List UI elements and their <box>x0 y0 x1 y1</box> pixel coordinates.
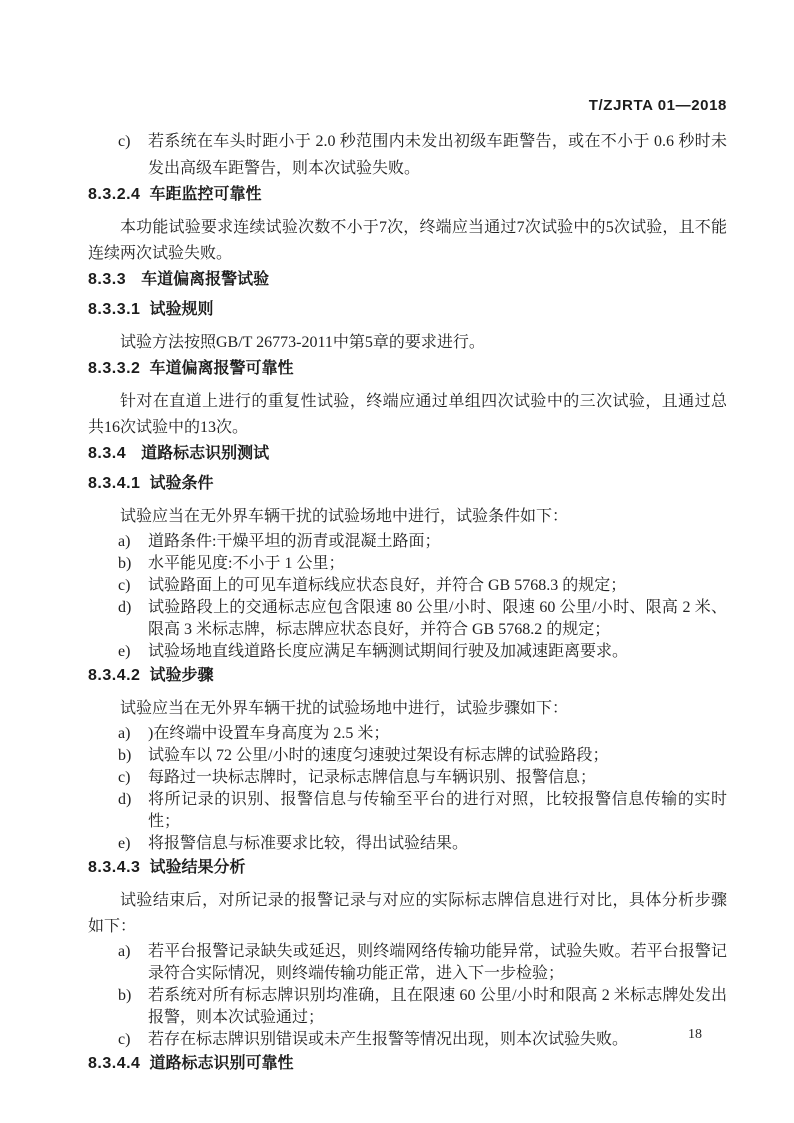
section-heading <box>88 444 727 464</box>
list-item <box>88 1029 727 1051</box>
list-item <box>88 789 727 833</box>
section-number: 8.3.4.1 <box>88 475 141 492</box>
list-item <box>88 767 727 789</box>
list-item-marker: c) <box>118 133 131 150</box>
lettered-list <box>88 723 727 855</box>
list-item-text: 试验路面上的可见车道标线应状态良好，并符合 GB 5768.3 的规定； <box>148 577 627 594</box>
list-item-marker: a) <box>118 943 131 960</box>
section-number: 8.3.4.4 <box>88 1055 141 1072</box>
list-item-marker: c) <box>118 577 131 594</box>
doc-code: T/ZJRTA 01—2018 <box>588 97 727 114</box>
section-heading <box>88 359 727 379</box>
list-item <box>88 641 727 663</box>
list-item-marker: b) <box>118 555 132 572</box>
section-heading <box>88 666 727 686</box>
list-item-marker: c) <box>118 1031 131 1048</box>
list-item-text: 若存在标志牌识别错误或未产生报警等情况出现，则本次试验失败。 <box>148 1031 629 1048</box>
list-item-marker: a) <box>118 725 131 742</box>
section-heading <box>88 185 727 205</box>
section-title: 试验规则 <box>149 301 214 318</box>
list-item <box>88 723 727 745</box>
list-item-marker: b) <box>118 987 132 1004</box>
document-body <box>88 128 727 1074</box>
section-title: 车道偏离报警可靠性 <box>149 360 294 377</box>
paragraph: 本功能试验要求连续试验次数不小于7次，终端应当通过7次试验中的5次试验，且不能连续两次试验失败。 <box>88 219 727 262</box>
section-heading <box>88 858 727 878</box>
list-item-text: 若平台报警记录缺失或延迟，则终端网络传输功能异常，试验失败。若平台报警记录符合实际情况，则终端传输功能正常，进入下一步检验； <box>148 943 727 982</box>
list-item-text: 试验车以 72 公里/小时的速度匀速驶过架设有标志牌的试验路段； <box>148 747 609 764</box>
list-item-text: 若系统对所有标志牌识别均准确，且在限速 60 公里/小时和限高 2 米标志牌处发出报警，则本次试验通过； <box>148 987 727 1026</box>
paragraph: 针对在直道上进行的重复性试验，终端应通过单组四次试验中的三次试验，且通过总共16次试验中的13次。 <box>88 393 727 436</box>
list-item <box>88 128 727 182</box>
list-item-text: 试验路段上的交通标志应包含限速 80 公里/小时、限速 60 公里/小时、限高 2 米、限高 3 米标志牌，标志牌应状态良好，并符合 GB 5768.2 的规定； <box>148 599 727 638</box>
list-item-text: 道路条件:干燥平坦的沥青或混凝土路面； <box>148 533 441 550</box>
list-item-marker: c) <box>118 769 131 786</box>
section-heading <box>88 300 727 320</box>
section-number: 8.3.4.2 <box>88 667 141 684</box>
paragraph: 试验应当在无外界车辆干扰的试验场地中进行，试验步骤如下： <box>120 700 569 717</box>
list-item-marker: e) <box>118 835 131 852</box>
paragraph: 试验方法按照GB/T 26773-2011中第5章的要求进行。 <box>120 334 485 351</box>
section-title: 道路标志识别可靠性 <box>149 1055 294 1072</box>
paragraph: 试验应当在无外界车辆干扰的试验场地中进行，试验条件如下： <box>120 508 569 525</box>
list-item-text: )在终端中设置车身高度为 2.5 米； <box>148 725 390 742</box>
section-title: 道路标志识别测试 <box>141 445 270 462</box>
list-item-marker: d) <box>118 791 132 808</box>
section-heading <box>88 474 727 494</box>
list-item <box>88 745 727 767</box>
section-title: 试验条件 <box>149 475 214 492</box>
list-item <box>88 941 727 985</box>
page-number: 18 <box>688 1027 702 1042</box>
section-heading <box>88 1054 727 1074</box>
paragraph: 试验结束后，对所记录的报警记录与对应的实际标志牌信息进行对比，具体分析步骤如下： <box>88 892 727 935</box>
list-item <box>88 985 727 1029</box>
section-title: 试验结果分析 <box>149 859 246 876</box>
section-title: 车道偏离报警试验 <box>141 271 270 288</box>
section-number: 8.3.4.3 <box>88 859 141 876</box>
section-number: 8.3.2.4 <box>88 186 141 203</box>
list-item-marker: a) <box>118 533 131 550</box>
section-title: 车距监控可靠性 <box>149 186 262 203</box>
section-number: 8.3.4 <box>88 445 127 462</box>
section-number: 8.3.3 <box>88 271 127 288</box>
list-item <box>88 833 727 855</box>
list-item-text: 每路过一块标志牌时，记录标志牌信息与车辆识别、报警信息； <box>148 769 597 786</box>
lettered-list <box>88 941 727 1051</box>
section-title: 试验步骤 <box>149 667 214 684</box>
lettered-list <box>88 531 727 663</box>
list-item-text: 试验场地直线道路长度应满足车辆测试期间行驶及加减速距离要求。 <box>148 643 629 660</box>
list-item-marker: e) <box>118 643 131 660</box>
list-item <box>88 531 727 553</box>
list-item-text: 将所记录的识别、报警信息与传输至平台的进行对照，比较报警信息传输的实时性； <box>148 791 727 830</box>
list-item-marker: d) <box>118 599 132 616</box>
section-number: 8.3.3.1 <box>88 301 141 318</box>
list-item-text: 水平能见度:不小于 1 公里； <box>148 555 345 572</box>
list-item <box>88 553 727 575</box>
section-number: 8.3.3.2 <box>88 360 141 377</box>
list-item <box>88 597 727 641</box>
list-item-marker: b) <box>118 747 132 764</box>
section-heading <box>88 270 727 290</box>
list-item-text: 若系统在车头时距小于 2.0 秒范围内未发出初级车距警告，或在不小于 0.6 秒时未发出高级车距警告，则本次试验失败。 <box>148 133 727 177</box>
list-item <box>88 575 727 597</box>
list-item-text: 将报警信息与标准要求比较，得出试验结果。 <box>148 835 469 852</box>
document-header <box>88 98 727 114</box>
